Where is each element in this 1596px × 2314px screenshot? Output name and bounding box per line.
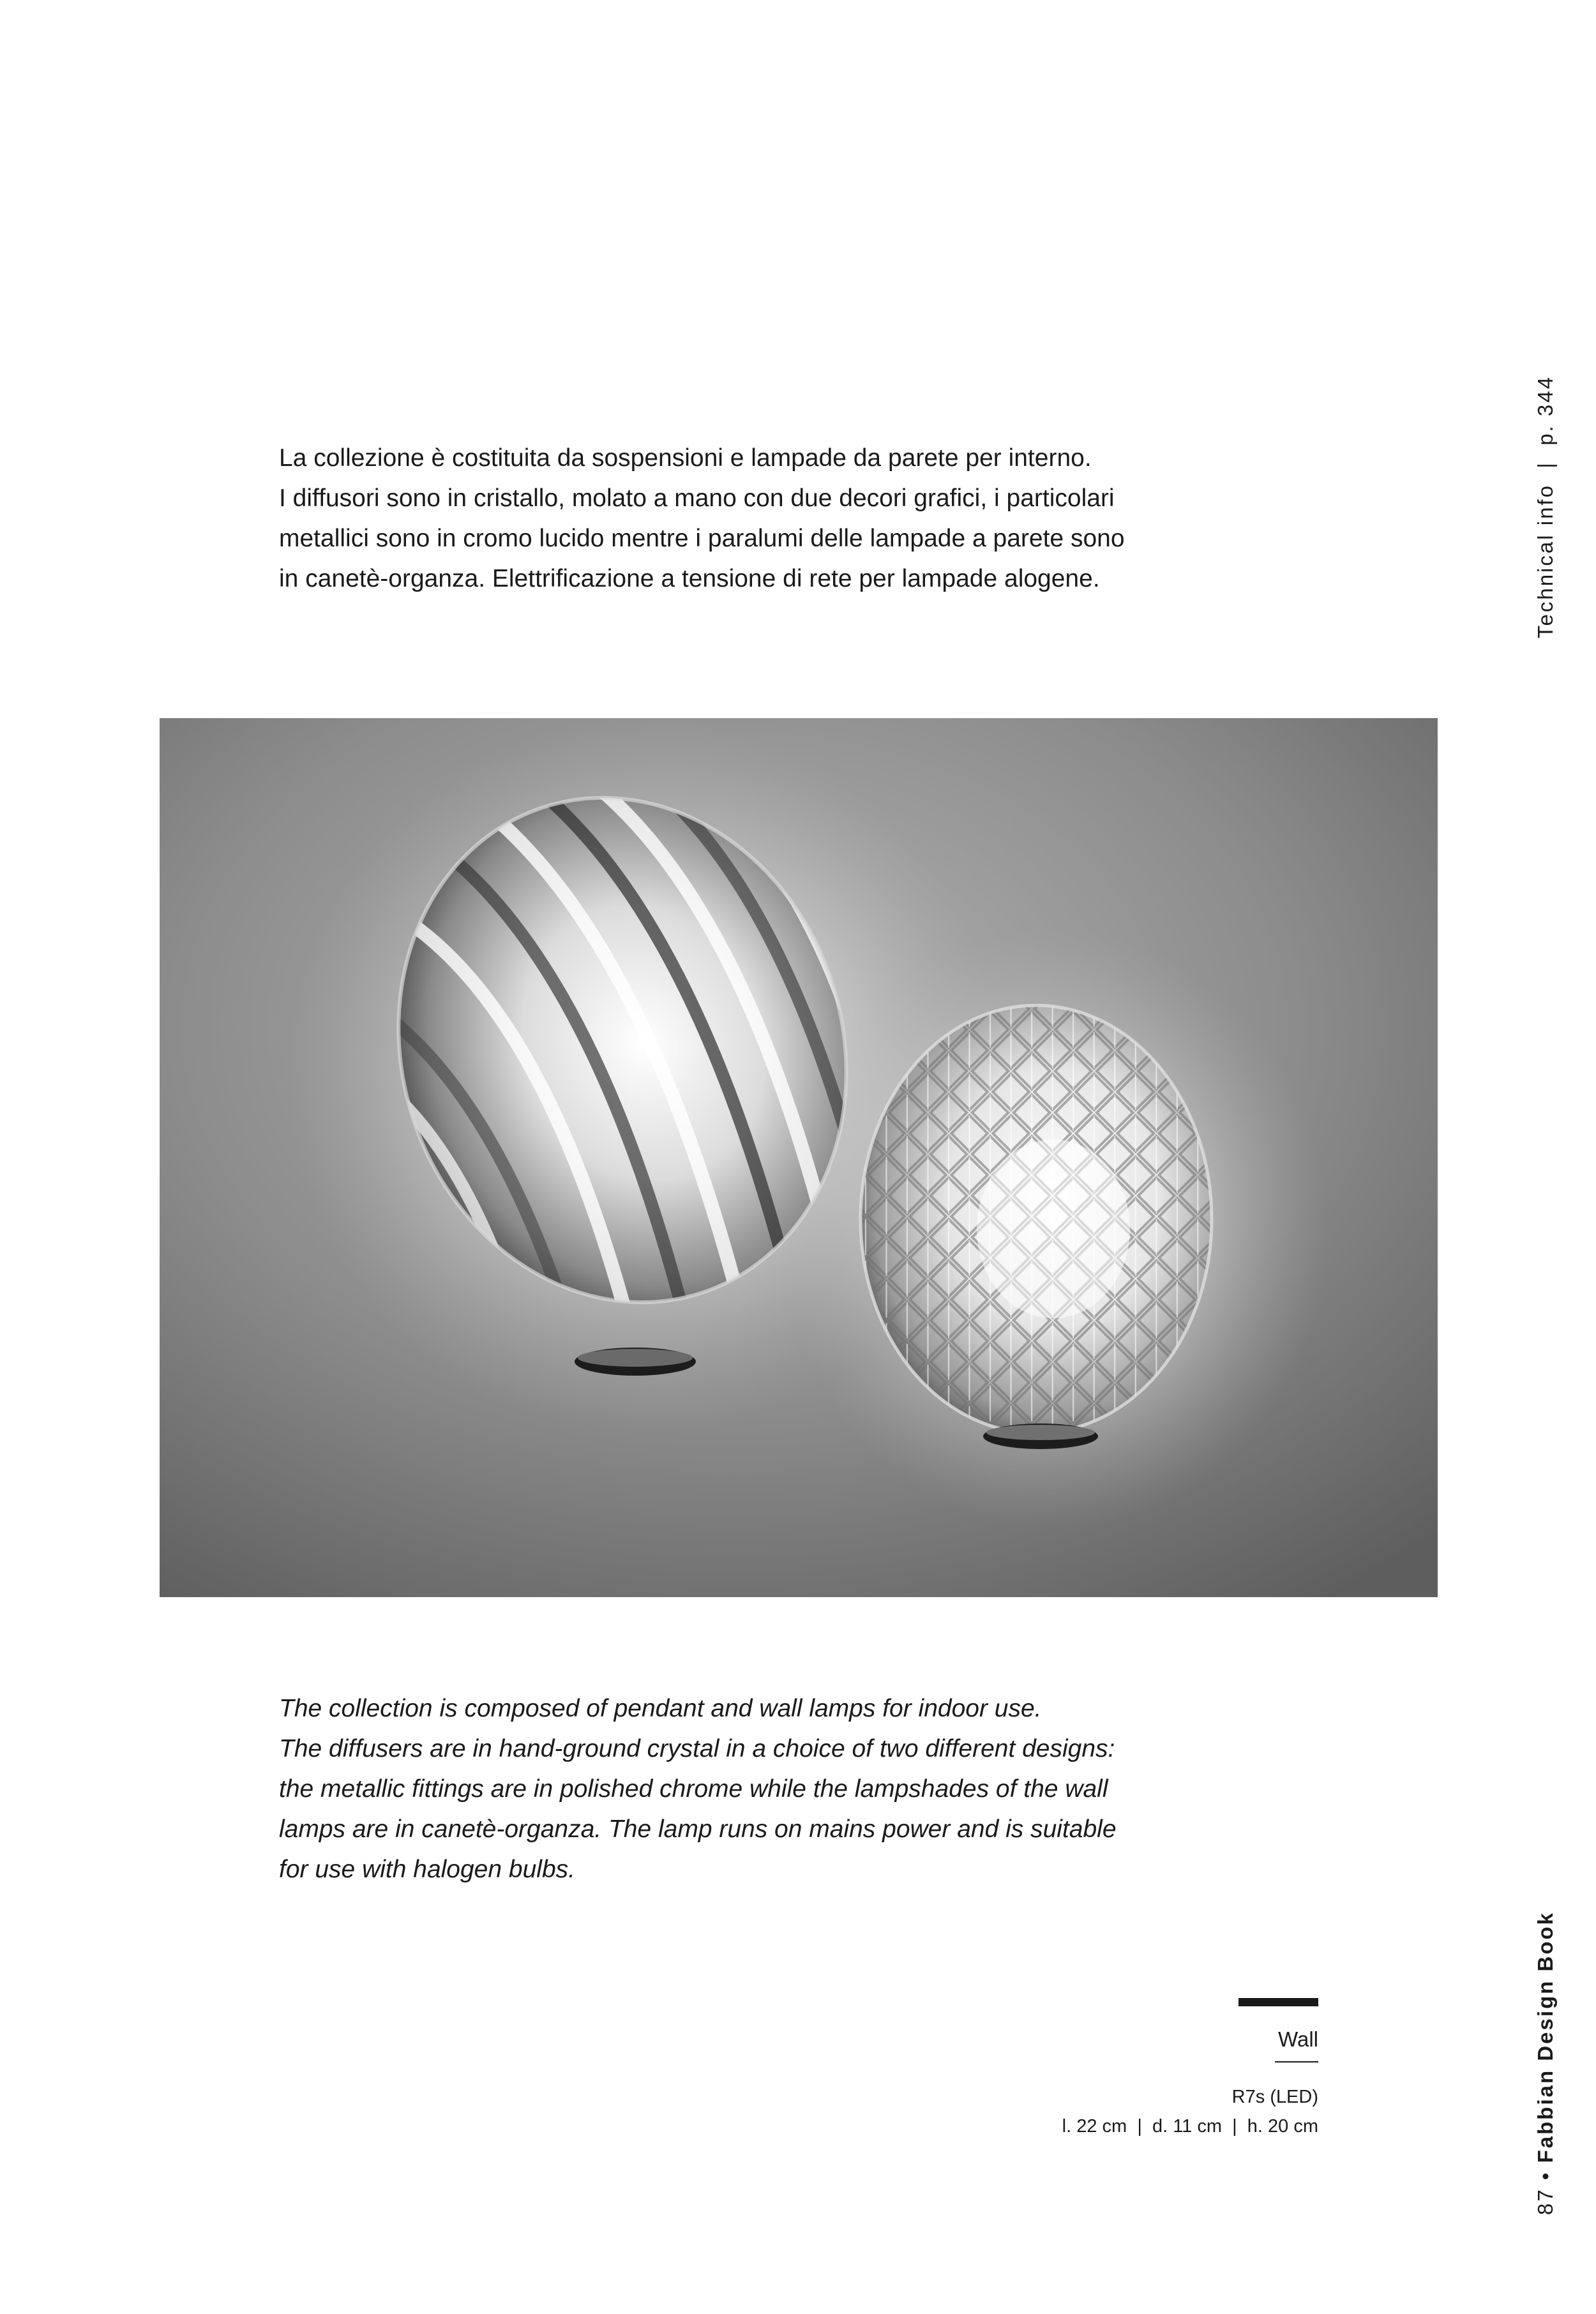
spec-title: Wall [1278,2027,1318,2051]
intro-it-line: in canetè-organza. Elettrificazione a tensione di rete per lampade alogene. [279,565,1100,592]
spec-accent-bar [1238,1998,1318,2006]
intro-en-line: the metallic fittings are in polished chrome while the lampshades of the wall [279,1775,1108,1803]
page-number: 87 [1533,2188,1557,2215]
intro-english [279,1688,1237,1890]
product-photo-illustration [160,718,1438,1597]
intro-en-line: The diffusers are in hand-ground crystal in a choice of two different designs: [279,1735,1115,1762]
bullet-separator: • [1533,2170,1557,2181]
intro-italian [279,438,1237,599]
spec-divider [1275,2061,1318,2062]
intro-en-line: for use with halogen bulbs. [279,1856,575,1883]
spec-bulb: R7s (LED) [1231,2087,1318,2107]
intro-en-line: The collection is composed of pendant and wall lamps for indoor use. [279,1695,1042,1722]
intro-en-line: lamps are in canetè-organza. The lamp runs on mains power and is suitable [279,1815,1117,1843]
product-photo [160,718,1438,1597]
spec-dimensions: l. 22 cm | d. 11 cm | h. 20 cm [1062,2116,1318,2137]
technical-info-reference: Technical info | p. 344 [1533,375,1557,638]
intro-it-line: La collezione è costituita da sospensioni e lampade da parete per interno. [279,444,1092,472]
intro-it-line: I diffusori sono in cristallo, molato a mano con due decori grafici, i particolari [279,485,1115,512]
book-title: Fabbian Design Book [1533,1911,1557,2163]
page-footer [1533,1911,1558,2215]
intro-it-line: metallici sono in cromo lucido mentre i paralumi delle lampade a parete sono [279,525,1125,552]
